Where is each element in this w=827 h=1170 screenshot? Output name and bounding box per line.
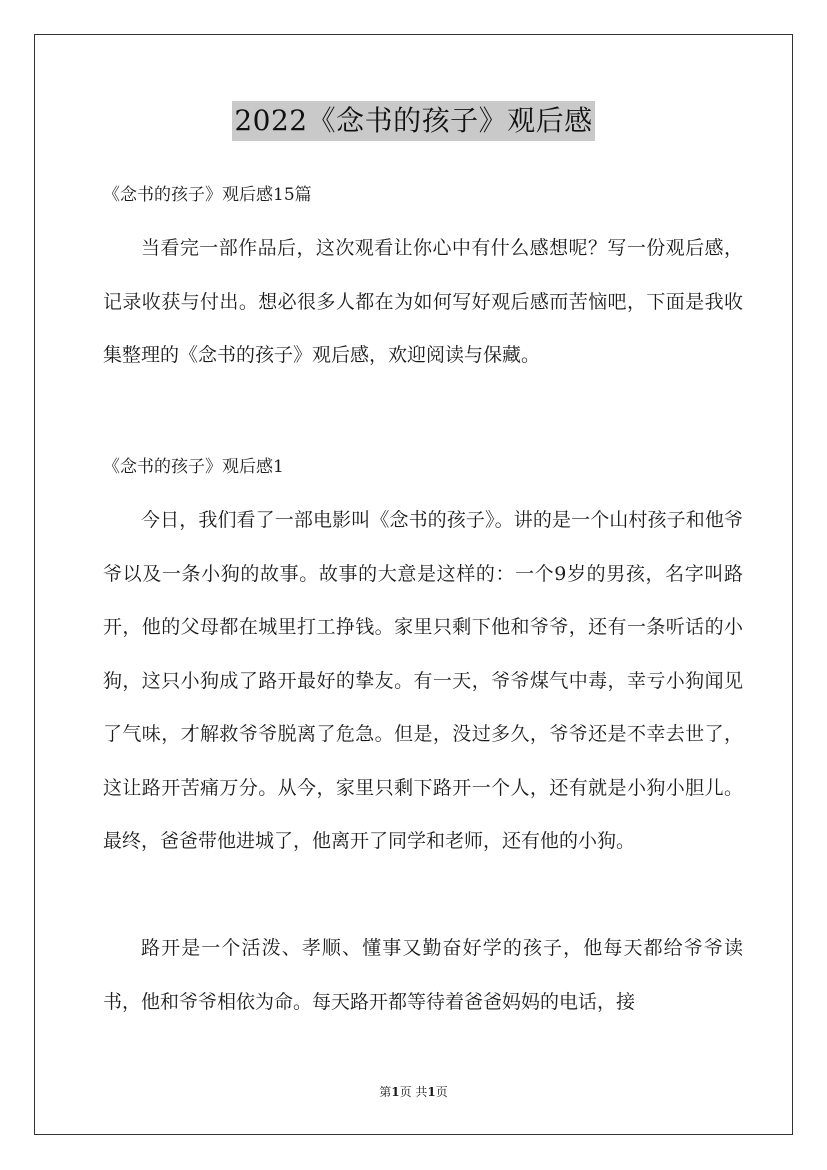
footer-page-suffix: 页 [435,1085,448,1099]
document-subtitle: 《念书的孩子》观后感15篇 [103,185,312,205]
section-heading: 《念书的孩子》观后感1 [103,457,284,477]
title-container [0,101,827,141]
page-footer [0,1084,827,1100]
body-paragraph: 今日，我们看了一部电影叫《念书的孩子》。讲的是一个山村孩子和他爷爷以及一条小狗的故事。故事的大意是这样的：一个9岁的男孩，名字叫路开，他的父母都在城里打工挣钱。家里只剩下他和爷爷，还有一条听话的小狗，这只小狗成了路开最好的挚友。有一天，爷爷煤气中毒，幸亏小狗闻见了气味，才解救爷爷脱离了危急。但是，没过多久，爷爷还是不幸去世了，这让路开苦痛万分。从今，家里只剩下路开一个人，还有就是小狗小胆儿。最终，爸爸带他进城了，他离开了同学和老师，还有他的小狗。 [103,509,743,852]
intro-paragraph: 当看完一部作品后，这次观看让你心中有什么感想呢？写一份观后感，记录收获与付出。想必很多人都在为如何写好观后感而苦恼吧，下面是我收集整理的《念书的孩子》观后感，欢迎阅读与保藏。 [103,237,743,366]
document-title: 2022《念书的孩子》观后感 [232,101,594,141]
body-paragraph: 路开是一个活泼、孝顺、懂事又勤奋好学的孩子，他每天都给爷爷读书，他和爷爷相依为命。每天路开都等待着爸爸妈妈的电话，接 [103,937,743,1013]
footer-page-prefix: 第 [379,1085,392,1099]
footer-page-total: 1 [427,1085,436,1099]
footer-page-current: 1 [391,1085,400,1099]
footer-page-mid: 页 共 [399,1085,428,1099]
